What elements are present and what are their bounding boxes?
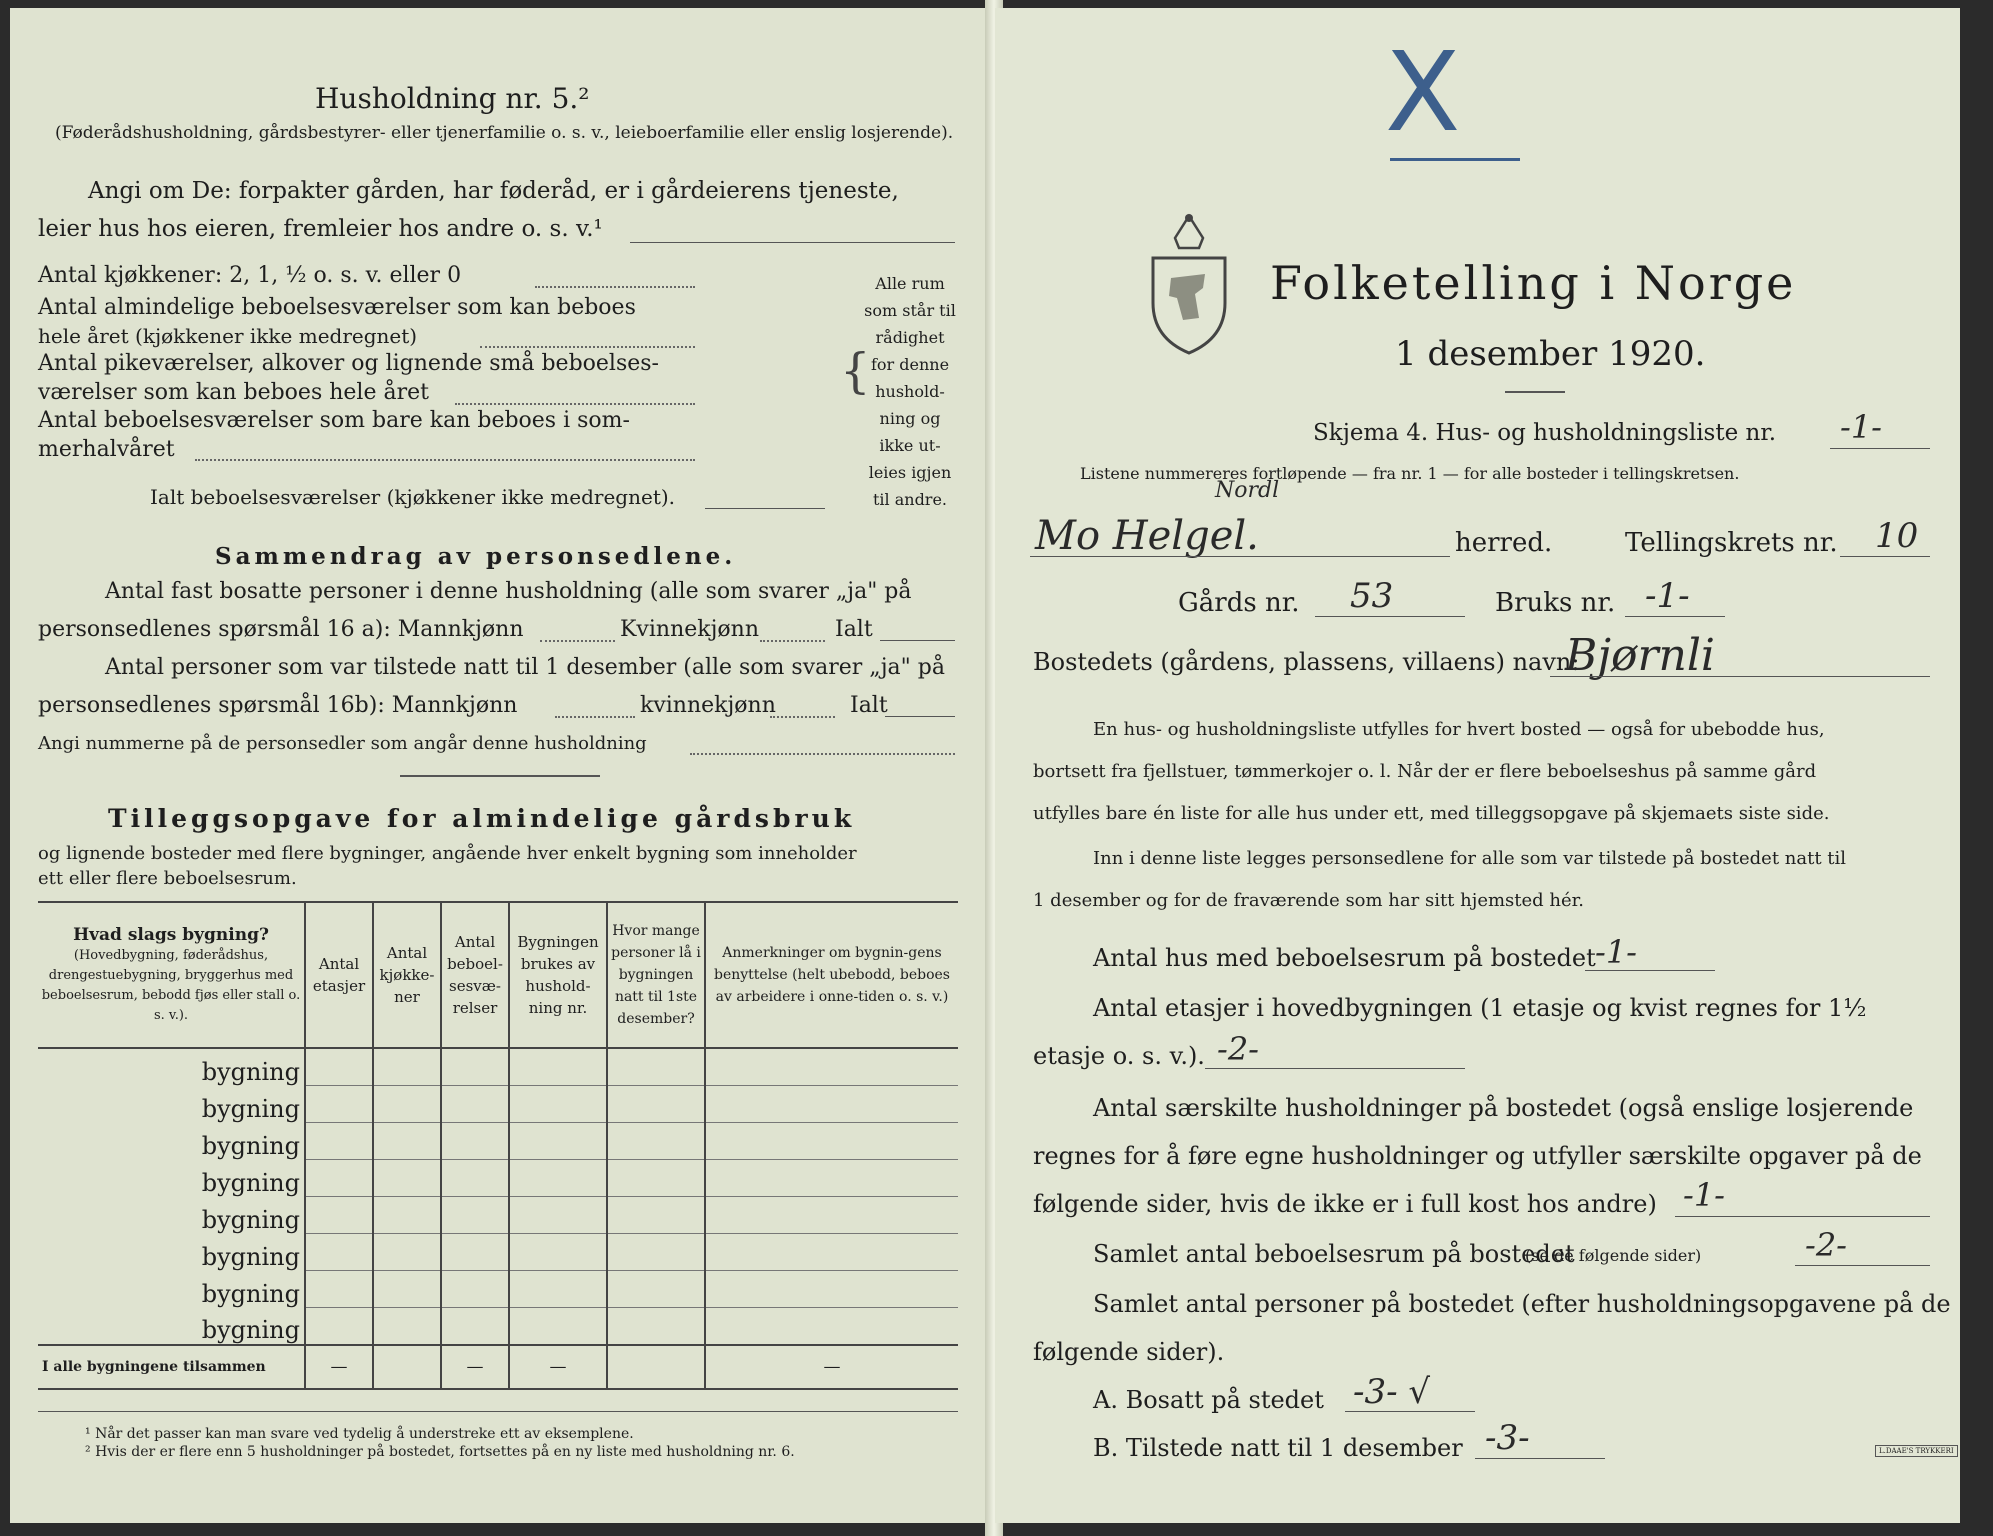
rooms-cell [441, 1160, 509, 1197]
rooms-cell [441, 1197, 509, 1234]
para2-line1: Inn i denne liste legges personsedlene for alle som var tilstede på bostedet natt til [1093, 848, 1847, 869]
side-note-line: ikke ut- [879, 436, 941, 455]
summary-line-2a: personsedlenes spørsmål 16 a): Mannkjønn [38, 617, 524, 642]
floors-cell [305, 1271, 373, 1308]
gards-value: 53 [1350, 576, 1394, 616]
bosted-label: Bostedets (gårdens, plassens, villaens) navn: [1033, 648, 1580, 676]
rooms-ordinary-2: hele året (kjøkkener ikke medregnet) [38, 324, 418, 348]
table-row [38, 1308, 958, 1346]
rooms-cell [441, 1048, 509, 1086]
col-persons: Hvor mange personer lå i bygningen natt til 1ste desember? [607, 902, 705, 1048]
building-label: bygning [38, 1086, 305, 1123]
intro-line-1: Angi om De: forpakter gården, har føderåd, er i gårdeierens tjeneste, [88, 178, 899, 204]
building-label: bygning [38, 1234, 305, 1271]
col-building-type-title: Hvad slags bygning? [73, 925, 269, 945]
table-row [38, 1048, 958, 1086]
left-page [10, 8, 995, 1523]
total-household: — [509, 1345, 607, 1389]
persons-cell [607, 1271, 705, 1308]
household-cell [509, 1308, 607, 1346]
skjema-line [1830, 448, 1930, 449]
remarks-cell [705, 1197, 958, 1234]
col-kitchens: Antal kjøkke-ner [373, 902, 441, 1048]
rooms-ordinary-dots [480, 346, 695, 348]
remarks-cell [705, 1234, 958, 1271]
persons-cell [607, 1197, 705, 1234]
summary-male-dots [540, 640, 615, 642]
summary-title: Sammendrag av personsedlene. [215, 543, 737, 570]
household-title: Husholdning nr. 5.² [315, 82, 590, 115]
title-divider [1505, 391, 1565, 393]
col-household-no: Bygningen brukes av hushold-ning nr. [509, 902, 607, 1048]
bosted-value: Bjørnli [1565, 630, 1715, 681]
col-building-type-note: (Hovedbygning, føderådshus, drengestuebygning, bryggerhus med beboelsesrum, bebodd fjøs eller stall o. s. v.). [41, 948, 301, 1023]
krets-line [1840, 556, 1930, 557]
skjema-label: Skjema 4. Hus- og husholdningsliste nr. [1313, 420, 1777, 446]
kitchens-cell [373, 1086, 441, 1123]
summary-line-2b: Kvinnekjønn [620, 617, 759, 642]
hush-line1: Antal særskilte husholdninger på bostedet (også enslige losjerende [1093, 1094, 1914, 1122]
rooms-kitchens: Antal kjøkkener: 2, 1, ½ o. s. v. eller 0 [38, 263, 462, 288]
building-label: bygning [38, 1123, 305, 1160]
bosatt-label: A. Bosatt på stedet [1093, 1386, 1324, 1414]
col-building-type [38, 902, 305, 1048]
kitchens-cell [373, 1234, 441, 1271]
building-label: bygning [38, 1048, 305, 1086]
total-kitchens [373, 1345, 441, 1389]
rooms-summer-dots [195, 459, 695, 461]
census-date: 1 desember 1920. [1395, 334, 1706, 374]
rooms-total: Ialt beboelsesværelser (kjøkkener ikke medregnet). [150, 485, 676, 509]
summary-line-5: Angi nummerne på de personsedler som angår denne husholdning [38, 733, 647, 754]
herred-line [1030, 556, 1450, 557]
etasjer-value: -2- [1217, 1030, 1259, 1068]
buildings-table [38, 901, 958, 1390]
rooms-summer: Antal beboelsesværelser som bare kan beboes i som- [38, 408, 630, 433]
hush-line3: følgende sider, hvis de ikke er i full kost hos andre) [1033, 1190, 1657, 1218]
summary-line-3: Antal personer som var tilstede natt til 1 desember (alle som svarer „ja" på [105, 655, 945, 680]
household-cell [509, 1234, 607, 1271]
rooms-kitchens-dots [535, 286, 695, 288]
side-note-line: for denne [870, 355, 950, 374]
side-note-line: Alle rum [875, 274, 945, 293]
floors-cell [305, 1234, 373, 1271]
brace: { [840, 343, 871, 399]
rooms-summer-2: merhalvåret [38, 437, 175, 462]
remarks-cell [705, 1048, 958, 1086]
remarks-cell [705, 1123, 958, 1160]
household-cell [509, 1086, 607, 1123]
side-note [860, 270, 960, 513]
table-row [38, 1197, 958, 1234]
para1-line3: utfylles bare én liste for alle hus under ett, med tilleggsopgave på skjemaets siste side. [1033, 803, 1830, 824]
samlet-rum-value: -2- [1805, 1226, 1847, 1264]
herred-label: herred. [1455, 528, 1553, 558]
kitchens-cell [373, 1308, 441, 1346]
para2-line2: 1 desember og for de fraværende som har sitt hjemsted hér. [1033, 890, 1584, 911]
hush-line [1675, 1216, 1930, 1217]
table-total-label: I alle bygningene tilsammen [38, 1345, 305, 1389]
household-cell [509, 1160, 607, 1197]
col-floors: Antal etasjer [305, 902, 373, 1048]
skjema-value: -1- [1840, 408, 1882, 446]
remarks-cell [705, 1160, 958, 1197]
persons-cell [607, 1048, 705, 1086]
rooms-cell [441, 1271, 509, 1308]
herred-value-above: Nordl [1215, 478, 1280, 503]
total-rooms: — [441, 1345, 509, 1389]
kitchens-cell [373, 1271, 441, 1308]
coat-of-arms-icon [1145, 208, 1233, 358]
supplement-title: Tilleggsopgave for almindelige gårdsbruk [108, 804, 856, 833]
right-page [995, 8, 1960, 1523]
rooms-cell [441, 1234, 509, 1271]
table-total-row [38, 1345, 958, 1389]
household-cell [509, 1048, 607, 1086]
floors-cell [305, 1048, 373, 1086]
bosatt-value: -3- √ [1353, 1372, 1431, 1412]
summary-line-4c: Ialt [850, 693, 888, 718]
persons-cell [607, 1308, 705, 1346]
floors-cell [305, 1123, 373, 1160]
footnote-divider [38, 1411, 958, 1412]
samlet-pers-line1: Samlet antal personer på bostedet (efter husholdningsopgavene på de [1093, 1290, 1951, 1318]
side-note-line: som står til [864, 301, 956, 320]
listene-note: Listene nummereres fortløpende — fra nr. 1 — for alle bosteder i tellingskretsen. [1080, 464, 1740, 483]
samlet-rum-label: Samlet antal beboelsesrum på bostedet [1093, 1240, 1575, 1268]
summary-female2-dots [770, 716, 835, 718]
total-persons [607, 1345, 705, 1389]
herred-value: Mo Helgel. [1035, 513, 1259, 559]
side-note-line: til andre. [872, 490, 948, 509]
table-row [38, 1234, 958, 1271]
table-row [38, 1271, 958, 1308]
floors-cell [305, 1308, 373, 1346]
remarks-cell [705, 1271, 958, 1308]
bruks-value: -1- [1645, 576, 1690, 616]
summary-total2-line [885, 716, 955, 717]
hus-value: -1- [1595, 933, 1637, 971]
remarks-cell [705, 1086, 958, 1123]
persons-cell [607, 1086, 705, 1123]
building-label: bygning [38, 1308, 305, 1346]
col-remarks: Anmerkninger om bygnin-gens benyttelse (helt ubebodd, beboes av arbeidere i onne-tiden o. s. v.) [705, 902, 958, 1048]
kitchens-cell [373, 1160, 441, 1197]
table-row [38, 1160, 958, 1197]
rooms-cell [441, 1308, 509, 1346]
rooms-ordinary: Antal almindelige beboelsesværelser som kan beboes [38, 295, 636, 320]
building-label: bygning [38, 1271, 305, 1308]
samlet-rum-note: (se de følgende sider) [1525, 1246, 1702, 1265]
bosatt-line [1345, 1411, 1475, 1412]
samlet-rum-line [1795, 1265, 1930, 1266]
gards-label: Gårds nr. [1178, 588, 1300, 618]
summary-numbers-dots [690, 753, 955, 755]
summary-female-dots [760, 640, 825, 642]
summary-line-2c: Ialt [835, 617, 873, 642]
summary-total-line [880, 640, 955, 641]
building-label: bygning [38, 1160, 305, 1197]
side-note-line: rådighet [875, 328, 945, 347]
persons-cell [607, 1160, 705, 1197]
persons-cell [607, 1234, 705, 1271]
footnote-2: ² Hvis der er flere enn 5 husholdninger på bostedet, fortsettes på en ny liste med husholdning nr. 6. [85, 1444, 795, 1460]
tilstede-line [1475, 1458, 1605, 1459]
hush-value: -1- [1683, 1176, 1725, 1214]
summary-male2-dots [555, 716, 635, 718]
side-note-line: ning og [879, 409, 941, 428]
census-title: Folketelling i Norge [1270, 256, 1797, 310]
tilstede-value: -3- [1485, 1418, 1530, 1458]
side-note-line: leies igjen [868, 463, 952, 482]
rooms-small: Antal pikeværelser, alkover og lignende små beboelses- [38, 351, 659, 376]
rooms-small-2: værelser som kan beboes hele året [38, 380, 429, 405]
intro-answer-line [630, 242, 955, 243]
rooms-total-line [705, 508, 825, 509]
intro-line-2: leier hus hos eieren, fremleier hos andre o. s. v.¹ [38, 216, 603, 242]
kitchens-cell [373, 1048, 441, 1086]
blue-x-underline [1390, 158, 1520, 161]
supplement-line-1: og lignende bosteder med flere bygninger, angående hver enkelt bygning som inneholder [38, 843, 857, 864]
samlet-pers-line2: følgende sider). [1033, 1338, 1225, 1366]
bruks-line [1625, 616, 1725, 617]
floors-cell [305, 1086, 373, 1123]
household-cell [509, 1123, 607, 1160]
krets-value: 10 [1875, 516, 1919, 556]
hus-label: Antal hus med beboelsesrum på bostedet [1093, 944, 1596, 972]
hush-line2: regnes for å føre egne husholdninger og utfyller særskilte opgaver på de [1033, 1142, 1922, 1170]
rooms-small-dots [455, 403, 695, 405]
col-rooms: Antal beboel-sesvæ-relser [441, 902, 509, 1048]
total-floors: — [305, 1345, 373, 1389]
household-cell [509, 1197, 607, 1234]
supplement-line-2: ett eller flere beboelsesrum. [38, 868, 297, 889]
rooms-cell [441, 1123, 509, 1160]
table-row [38, 1086, 958, 1123]
side-note-line: hushold- [875, 382, 945, 401]
blue-x-mark: X [1385, 28, 1461, 156]
bosted-line [1550, 676, 1930, 677]
para1-line1: En hus- og husholdningsliste utfylles for hvert bosted — også for ubebodde hus, [1093, 719, 1825, 740]
footnote-1: ¹ Når det passer kan man svare ved tydelig å understreke ett av eksemplene. [85, 1426, 634, 1442]
kitchens-cell [373, 1123, 441, 1160]
table-row [38, 1123, 958, 1160]
household-subtitle: (Føderådshusholdning, gårdsbestyrer- eller tjenerfamilie o. s. v., leieboerfamilie eller enslig losjerende). [55, 123, 954, 143]
floors-cell [305, 1160, 373, 1197]
total-remarks: — [705, 1345, 958, 1389]
household-cell [509, 1271, 607, 1308]
summary-line-1: Antal fast bosatte personer i denne husholdning (alle som svarer „ja" på [105, 579, 912, 604]
persons-cell [607, 1123, 705, 1160]
bruks-label: Bruks nr. [1495, 588, 1616, 618]
floors-cell [305, 1197, 373, 1234]
kitchens-cell [373, 1197, 441, 1234]
building-label: bygning [38, 1197, 305, 1234]
krets-label: Tellingskrets nr. [1625, 528, 1838, 558]
tilstede-label: B. Tilstede natt til 1 desember [1093, 1434, 1463, 1462]
hus-line [1585, 970, 1715, 971]
gards-line [1315, 616, 1465, 617]
para1-line2: bortsett fra fjellstuer, tømmerkojer o. l. Når der er flere beboelseshus på samme gård [1033, 761, 1817, 782]
section-divider [400, 775, 600, 777]
etasjer-line2: etasje o. s. v.). [1033, 1042, 1205, 1070]
rooms-cell [441, 1086, 509, 1123]
etasjer-line1: Antal etasjer i hovedbygningen (1 etasje og kvist regnes for 1½ [1093, 994, 1867, 1022]
remarks-cell [705, 1308, 958, 1346]
summary-line-4a: personsedlenes spørsmål 16b): Mannkjønn [38, 693, 518, 718]
etasjer-line [1205, 1068, 1465, 1069]
summary-line-4b: kvinnekjønn [640, 693, 776, 718]
printer-stamp: L.DAAE'S TRYKKERI [1875, 1445, 1958, 1457]
